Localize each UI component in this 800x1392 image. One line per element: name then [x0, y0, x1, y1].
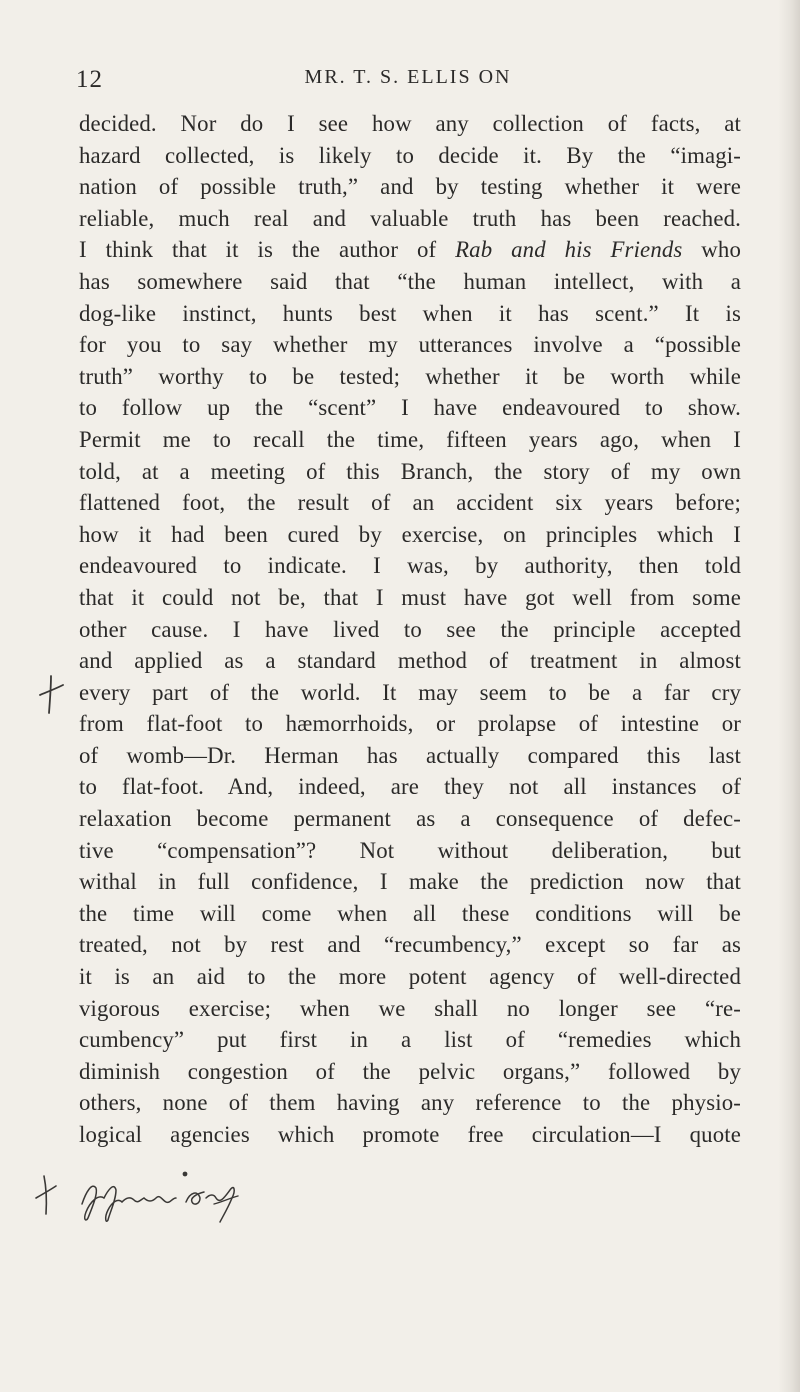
text-line — [79, 614, 741, 646]
text-line — [79, 835, 741, 867]
text-segment: reliable, much real and valuable truth has been reached. — [79, 205, 741, 231]
book-title: Rab and his Friends — [455, 237, 683, 263]
text-segment: diminish congestion of the pelvic organs,” followed by — [79, 1058, 741, 1084]
text-line — [79, 424, 741, 456]
text-segment: of womb—Dr. Herman has actually compared this last — [79, 742, 741, 768]
text-line — [79, 1119, 741, 1151]
text-segment: for you to say whether my utterances involve a “possible — [79, 332, 741, 358]
text-segment: withal in full confidence, I make the prediction now that — [79, 869, 741, 895]
text-segment: decided. Nor do I see how any collection of facts, at — [79, 111, 741, 136]
text-segment: that it could not be, that I must have got well from some — [79, 584, 741, 610]
text-line — [79, 487, 741, 519]
text-line — [79, 645, 741, 677]
body-text — [79, 108, 741, 1151]
text-segment: told, at a meeting of this Branch, the story of my own — [79, 458, 741, 484]
text-segment: other cause. I have lived to see the principle accepted — [79, 616, 741, 642]
text-line — [79, 803, 741, 835]
text-segment: flattened foot, the result of an accident six years before; — [79, 490, 741, 516]
text-segment: every part of the world. It may seem to be a far cry — [79, 679, 741, 705]
text-segment: from flat-foot to hæmorrhoids, or prolapse of intestine or — [79, 711, 741, 737]
text-line — [79, 961, 741, 993]
text-segment: others, none of them having any reference to the physio- — [79, 1090, 741, 1116]
text-segment: to flat-foot. And, indeed, are they not all instances of — [79, 774, 741, 800]
text-segment: cumbency” put first in a list of “remedies which — [79, 1027, 741, 1053]
page-number: 12 — [76, 66, 103, 93]
text-segment: how it had been cured by exercise, on principles which I — [79, 521, 741, 547]
text-line — [79, 361, 741, 393]
text-line — [79, 329, 741, 361]
text-line — [79, 866, 741, 898]
text-segment: truth” worthy to be tested; whether it be worth while — [79, 363, 741, 389]
text-line — [79, 298, 741, 330]
text-segment: logical agencies which promote free circulation—I quote — [79, 1122, 741, 1147]
text-segment: I think that it is the author of — [79, 237, 456, 263]
text-line — [79, 234, 741, 266]
text-line — [79, 582, 741, 614]
text-line — [79, 929, 741, 961]
text-segment: who — [682, 237, 742, 263]
text-line — [79, 677, 741, 709]
text-line — [79, 993, 741, 1025]
running-head — [76, 66, 740, 98]
text-segment: vigorous exercise; when we shall no longer see “re- — [79, 995, 741, 1021]
text-segment: treated, not by rest and “recumbency,” except so far as — [79, 932, 741, 958]
text-line — [79, 550, 741, 582]
text-line — [79, 171, 741, 203]
text-line — [79, 392, 741, 424]
text-segment: tive “compensation”? Not without deliberation, but — [79, 837, 741, 863]
text-segment: has somewhere said that “the human intellect, with a — [79, 268, 741, 294]
text-line — [79, 1087, 741, 1119]
text-line — [79, 203, 741, 235]
text-line — [79, 266, 741, 298]
text-line — [79, 708, 741, 740]
text-line — [79, 108, 741, 140]
text-line — [79, 1056, 741, 1088]
text-segment: to follow up the “scent” I have endeavoured to show. — [79, 395, 741, 421]
text-line — [79, 140, 741, 172]
handwritten-cross-mark-icon — [38, 674, 64, 714]
text-segment: the time will come when all these conditions will be — [79, 900, 741, 926]
page-edge-shadow — [778, 0, 800, 1392]
text-line — [79, 771, 741, 803]
text-segment: dog-like instinct, hunts best when it has scent.” It is — [79, 300, 741, 326]
text-line — [79, 519, 741, 551]
text-segment: and applied as a standard method of treatment in almost — [79, 648, 741, 674]
handwritten-note-icon — [34, 1168, 274, 1224]
text-segment: nation of possible truth,” and by testing whether it were — [79, 174, 741, 200]
text-line — [79, 740, 741, 772]
text-line — [79, 1024, 741, 1056]
text-segment: it is an aid to the more potent agency of well-directed — [79, 964, 741, 990]
running-head-title: MR. T. S. ELLIS ON — [304, 66, 512, 88]
text-segment: endeavoured to indicate. I was, by authority, then told — [79, 553, 741, 579]
text-segment: Permit me to recall the time, fifteen years ago, when I — [79, 426, 741, 452]
text-line — [79, 456, 741, 488]
text-segment: hazard collected, is likely to decide it. By the “imagi- — [79, 142, 741, 168]
text-line — [79, 898, 741, 930]
text-segment: relaxation become permanent as a consequence of defec- — [79, 806, 741, 832]
